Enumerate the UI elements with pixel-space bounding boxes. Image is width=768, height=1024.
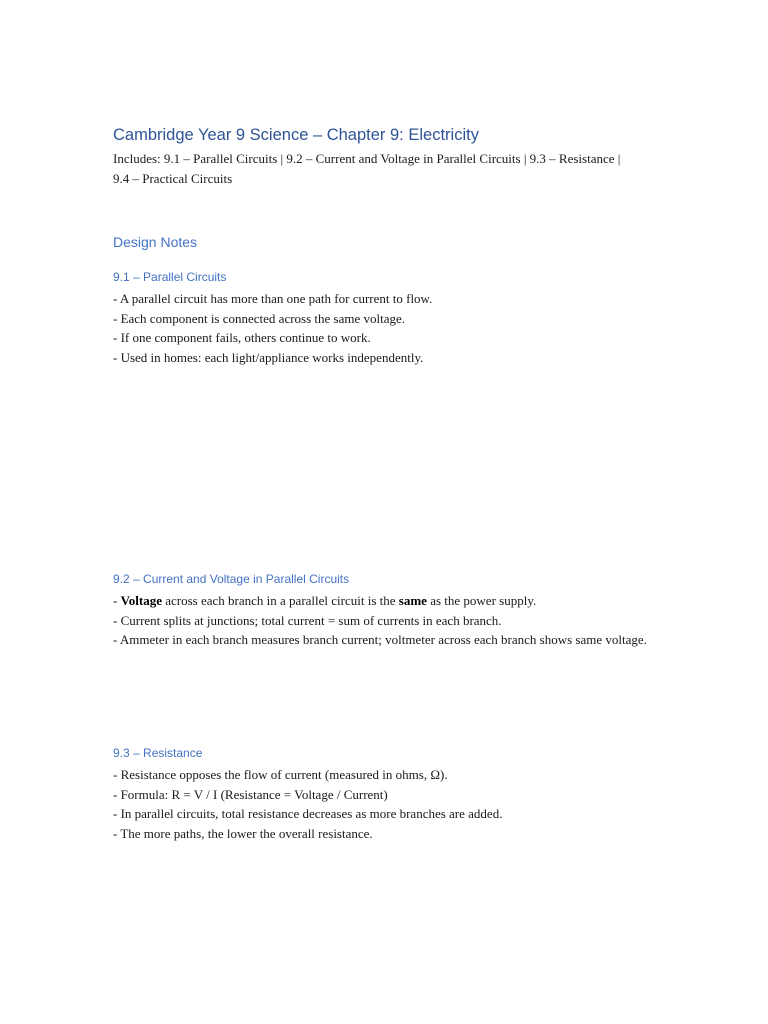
bullet-text: as the power supply. xyxy=(426,593,537,608)
bullet-item: - The more paths, the lower the overall resistance. xyxy=(113,825,373,841)
section-heading: 9.1 – Parallel Circuits xyxy=(113,270,227,284)
bullet-item: - If one component fails, others continue to work. xyxy=(113,330,371,345)
bullet-item: - Ammeter in each branch measures branch current; voltmeter across each branch shows same voltage. xyxy=(113,632,647,647)
section-9-1 xyxy=(113,269,653,367)
design-notes-heading: Design Notes xyxy=(113,234,198,250)
section-heading: 9.3 – Resistance xyxy=(113,746,203,760)
bullet-item: - Current splits at junctions; total current = sum of currents in each branch. xyxy=(113,612,502,628)
bullet-item: - Used in homes: each light/appliance works independently. xyxy=(113,349,424,365)
bullet-item: - A parallel circuit has more than one path for current to flow. xyxy=(113,291,433,306)
bold-voltage: Voltage xyxy=(120,593,162,608)
document-title: Cambridge Year 9 Science – Chapter 9: Electricity xyxy=(113,126,479,144)
bullet-prefix: - xyxy=(113,593,121,608)
bullet-item-voltage xyxy=(113,591,653,611)
includes-line: Includes: 9.1 – Parallel Circuits | 9.2 – Current and Voltage in Parallel Circuits | 9.3 – Resistance | 9.4 – Practical Circuits xyxy=(113,151,621,186)
bullet-item: - Each component is connected across the same voltage. xyxy=(113,310,406,326)
section-9-2 xyxy=(113,571,653,650)
section-9-3 xyxy=(113,745,653,843)
bullet-item: - Resistance opposes the flow of current (measured in ohms, Ω). xyxy=(113,767,448,782)
bullet-text: across each branch in a parallel circuit is the xyxy=(162,593,399,608)
bullet-item: - In parallel circuits, total resistance decreases as more branches are added. xyxy=(113,806,503,821)
bold-same: same xyxy=(398,593,427,608)
section-heading: 9.2 – Current and Voltage in Parallel Circuits xyxy=(113,572,350,586)
bullet-item: - Formula: R = V / I (Resistance = Voltage / Current) xyxy=(113,786,388,802)
